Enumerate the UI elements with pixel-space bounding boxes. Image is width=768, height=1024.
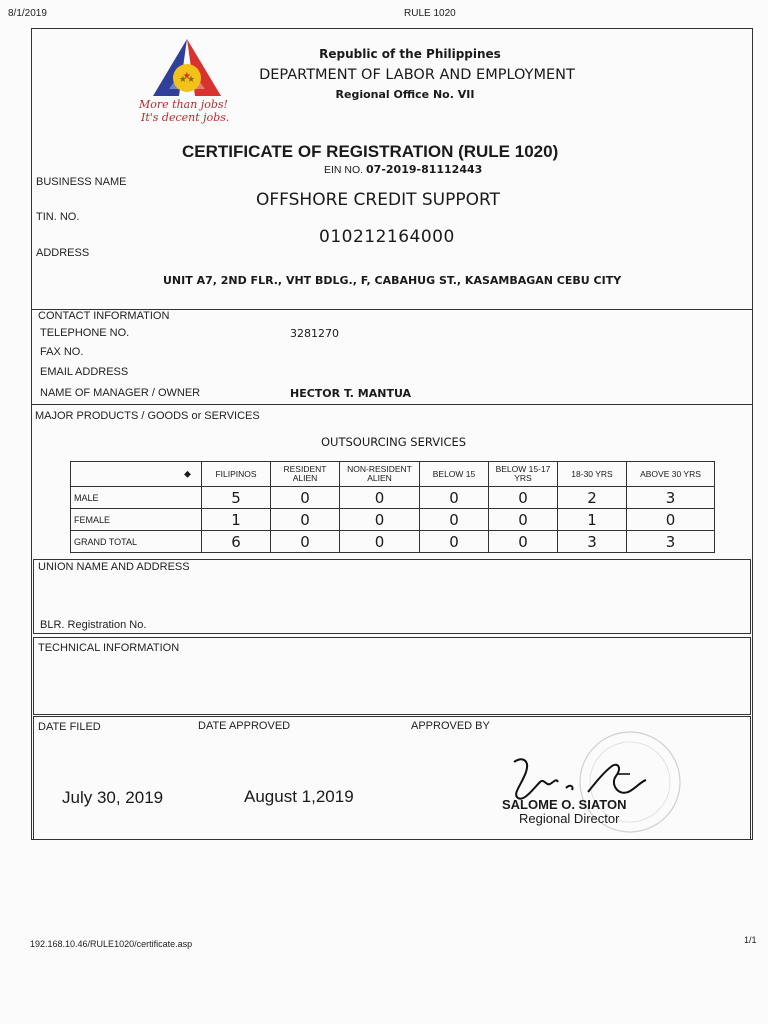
telephone-value: 3281270 — [290, 327, 339, 340]
table-cell: 0 — [420, 531, 489, 553]
regional-office: Regional Office No. VII — [335, 88, 475, 101]
manager-value: HECTOR T. MANTUA — [290, 387, 412, 400]
fax-label: FAX NO. — [40, 346, 84, 358]
table-cell: 5 — [202, 487, 271, 509]
date-approved-label: DATE APPROVED — [198, 720, 291, 732]
manager-label: NAME OF MANAGER / OWNER — [40, 387, 201, 399]
table-cell: 0 — [489, 487, 558, 509]
date-filed-label: DATE FILED — [38, 721, 101, 733]
table-cell: 0 — [340, 531, 420, 553]
table-header-row — [71, 462, 715, 487]
table-cell: 0 — [420, 487, 489, 509]
slogan — [139, 98, 249, 124]
print-page-number: 1/1 — [744, 935, 757, 945]
sort-indicator-icon: ⬥ — [71, 462, 202, 487]
table-cell: 6 — [202, 531, 271, 553]
column-header: 18-30 YRS — [558, 462, 627, 487]
table-cell: 0 — [340, 509, 420, 531]
table-row — [71, 509, 715, 531]
table-cell: 3 — [627, 531, 715, 553]
date-filed-value: July 30, 2019 — [62, 788, 164, 807]
ein-value: 07-2019-81112443 — [366, 163, 483, 176]
approved-by-label: APPROVED BY — [411, 720, 490, 732]
table-cell: 0 — [489, 531, 558, 553]
print-date: 8/1/2019 — [8, 8, 47, 19]
table-cell: 0 — [271, 509, 340, 531]
column-header: BELOW 15 — [420, 462, 489, 487]
business-name-value: OFFSHORE CREDIT SUPPORT — [256, 190, 500, 210]
certificate-title: CERTIFICATE OF REGISTRATION (RULE 1020) — [182, 142, 559, 161]
table-cell: 0 — [340, 487, 420, 509]
table-cell: 1 — [558, 509, 627, 531]
column-header: NON-RESIDENT ALIEN — [340, 462, 420, 487]
print-page-title: RULE 1020 — [404, 8, 456, 19]
table-cell: 0 — [271, 531, 340, 553]
republic-heading: Republic of the Philippines — [319, 47, 501, 61]
table-cell: 0 — [271, 487, 340, 509]
telephone-label: TELEPHONE NO. — [40, 327, 130, 339]
blr-label: BLR. Registration No. — [40, 619, 147, 631]
technical-label: TECHNICAL INFORMATION — [38, 642, 180, 654]
row-label: GRAND TOTAL — [71, 531, 202, 553]
tin-label: TIN. NO. — [36, 211, 80, 223]
table-row — [71, 531, 715, 553]
slogan-line-1: More than jobs! — [139, 98, 228, 111]
table-cell: 0 — [489, 509, 558, 531]
ein-label: EIN NO. — [324, 164, 364, 176]
address-label: ADDRESS — [36, 247, 90, 259]
products-label: MAJOR PRODUCTS / GOODS or SERVICES — [35, 410, 260, 422]
dole-logo — [139, 34, 240, 130]
column-header: RESIDENT ALIEN — [271, 462, 340, 487]
svg-text:★★: ★★ — [178, 75, 196, 85]
ein-line — [324, 163, 482, 176]
print-footer-url: 192.168.10.46/RULE1020/certificate.asp — [30, 939, 193, 949]
address-value: UNIT A7, 2ND FLR., VHT BDLG., F, CABAHUG ST., KASAMBAGAN CEBU CITY — [163, 274, 622, 287]
date-approved-value: August 1,2019 — [244, 787, 354, 806]
employee-stats-table — [70, 461, 715, 553]
table-cell: 0 — [627, 509, 715, 531]
row-label: MALE — [71, 487, 202, 509]
column-header: BELOW 15-17 YRS — [489, 462, 558, 487]
products-value: OUTSOURCING SERVICES — [321, 435, 467, 449]
column-header: FILIPINOS — [202, 462, 271, 487]
contact-section-label: CONTACT INFORMATION — [38, 310, 170, 322]
department-heading: DEPARTMENT OF LABOR AND EMPLOYMENT — [259, 67, 575, 83]
table-row — [71, 487, 715, 509]
column-header: ABOVE 30 YRS — [627, 462, 715, 487]
row-label: FEMALE — [71, 509, 202, 531]
table-cell: 3 — [627, 487, 715, 509]
union-label: UNION NAME AND ADDRESS — [38, 561, 190, 573]
slogan-line-2: It's decent jobs. — [141, 111, 230, 124]
table-cell: 1 — [202, 509, 271, 531]
director-title: Regional Director — [519, 811, 620, 826]
table-cell: 3 — [558, 531, 627, 553]
director-name: SALOME O. SIATON — [502, 797, 627, 812]
email-label: EMAIL ADDRESS — [40, 366, 129, 378]
business-name-label: BUSINESS NAME — [36, 176, 127, 188]
table-cell: 0 — [420, 509, 489, 531]
table-cell: 2 — [558, 487, 627, 509]
tin-value: 010212164000 — [319, 227, 455, 247]
